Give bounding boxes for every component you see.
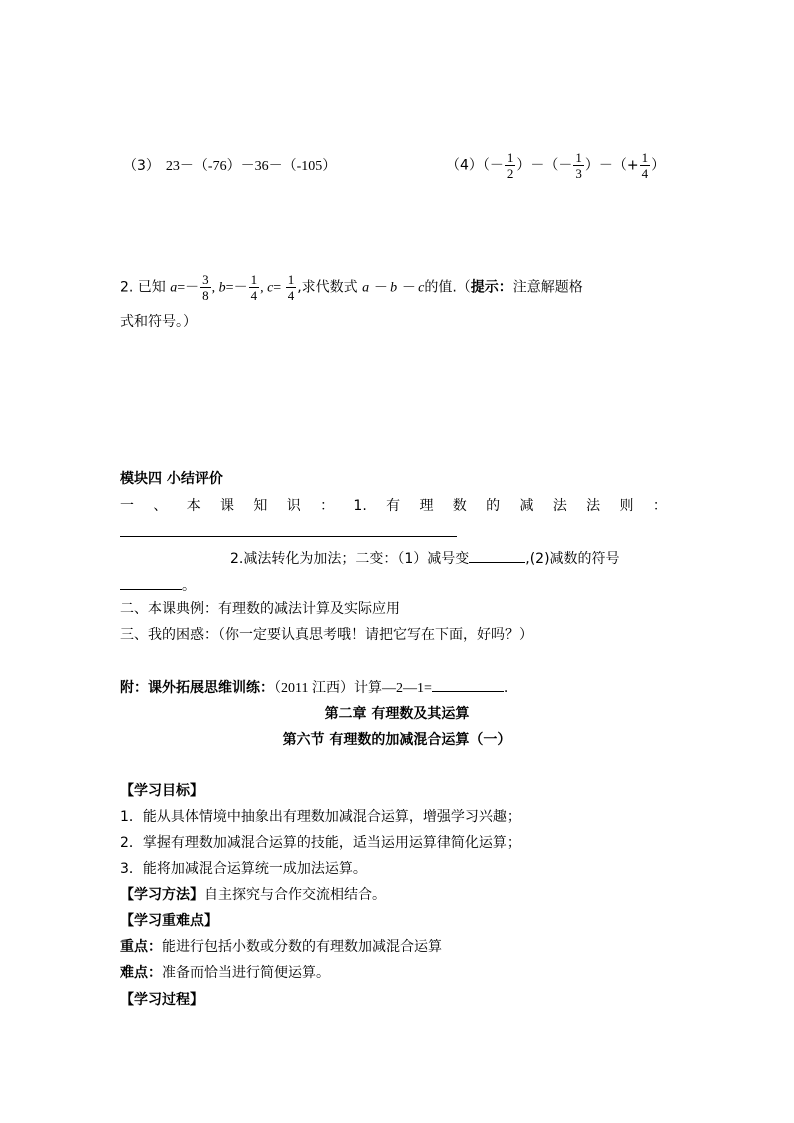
problem-3 xyxy=(123,156,336,177)
module-4-confusion: 三、我的困惑：（你一定要认真思考哦！请把它写在下面，好吗？） xyxy=(120,627,533,643)
problem-4-open-paren: （－ xyxy=(482,157,504,174)
module-4-example: 二、本课典例：有理数的减法计算及实际应用 xyxy=(120,601,400,617)
answer-blank-rule[interactable] xyxy=(120,536,457,537)
objectives-header: 【学习目标】 xyxy=(120,783,204,799)
answer-blank-extension[interactable] xyxy=(432,677,504,692)
keypoints-header: 【学习重难点】 xyxy=(120,913,218,929)
question-2-line-1: 2. 已知 a=－ $\frac{3}{8}$ , b=－ $\frac{1}{4}$ , c= $\frac{1}{4}$ ,求代数式 a － b － c的值.（提示：注意解题格 xyxy=(120,272,583,303)
module-4-title: 模块四 小结评价 xyxy=(120,471,223,487)
variable-c: c xyxy=(267,280,274,296)
module-4-knowledge-row: 一 、 本 课 知 识 ： 1. 有 理 数 的 减 法 法 则 ： xyxy=(120,498,667,514)
problem-3-expression: 23－（-76）－36－（-105） xyxy=(165,159,337,174)
problem-4-operator-2: ）－（+ xyxy=(584,157,639,174)
problem-4-label: （4） xyxy=(446,157,483,174)
hint-label: 提示： xyxy=(470,279,513,296)
chapter-title: 第二章 有理数及其运算 xyxy=(324,706,470,722)
fraction-a-value: $\frac{3}{8}$ xyxy=(202,272,209,303)
extension-exercise: 附：课外拓展思维训练：（2011 江西）计算—2—1= . xyxy=(120,677,508,699)
fraction-one-third: $\frac{1}{3}$ xyxy=(575,150,582,181)
answer-blank-minus-sign[interactable] xyxy=(469,548,525,563)
variable-a: a xyxy=(170,280,178,296)
variable-b: b xyxy=(218,280,226,296)
fraction-b-value: $\frac{1}{4}$ xyxy=(250,272,258,303)
method-row: 【学习方法】自主探究与合作交流相结合。 xyxy=(120,887,386,903)
objective-item: 2．掌握有理数加减混合运算的技能，适当运用运算律简化运算； xyxy=(120,835,521,851)
problem-4-operator-1: ）－（－ xyxy=(516,157,573,174)
section-title: 第六节 有理数的加减混合运算（一） xyxy=(282,732,512,748)
process-header: 【学习过程】 xyxy=(120,992,204,1008)
answer-blank-subtrahend-sign[interactable] xyxy=(120,575,182,590)
objective-item: 1．能从具体情境中抽象出有理数加减混合运算，增强学习兴趣； xyxy=(120,809,521,825)
objective-item: 3．能将加减混合运算统一成加法运算。 xyxy=(120,861,367,877)
module-4-sign-row: 。 xyxy=(120,575,196,596)
fraction-c-value: $\frac{1}{4}$ xyxy=(287,272,295,303)
question-2-line-2: 式和符号。） xyxy=(120,314,197,330)
fraction-one-half: $\frac{1}{2}$ xyxy=(506,150,514,181)
problem-4 xyxy=(446,150,665,181)
difficulty-row: 难点：准备而恰当进行简便运算。 xyxy=(120,965,330,981)
fraction-one-quarter: $\frac{1}{4}$ xyxy=(641,150,649,181)
problem-3-label: （3） xyxy=(123,158,160,174)
algebraic-expression: a － b － c xyxy=(362,280,425,296)
keypoint-row: 重点：能进行包括小数或分数的有理数加减混合运算 xyxy=(120,939,442,955)
module-4-conversion-row: 2.减法转化为加法；二变：（1）减号变 ,(2)减数的符号 xyxy=(230,548,620,569)
problem-4-close-paren: ） xyxy=(651,157,666,174)
